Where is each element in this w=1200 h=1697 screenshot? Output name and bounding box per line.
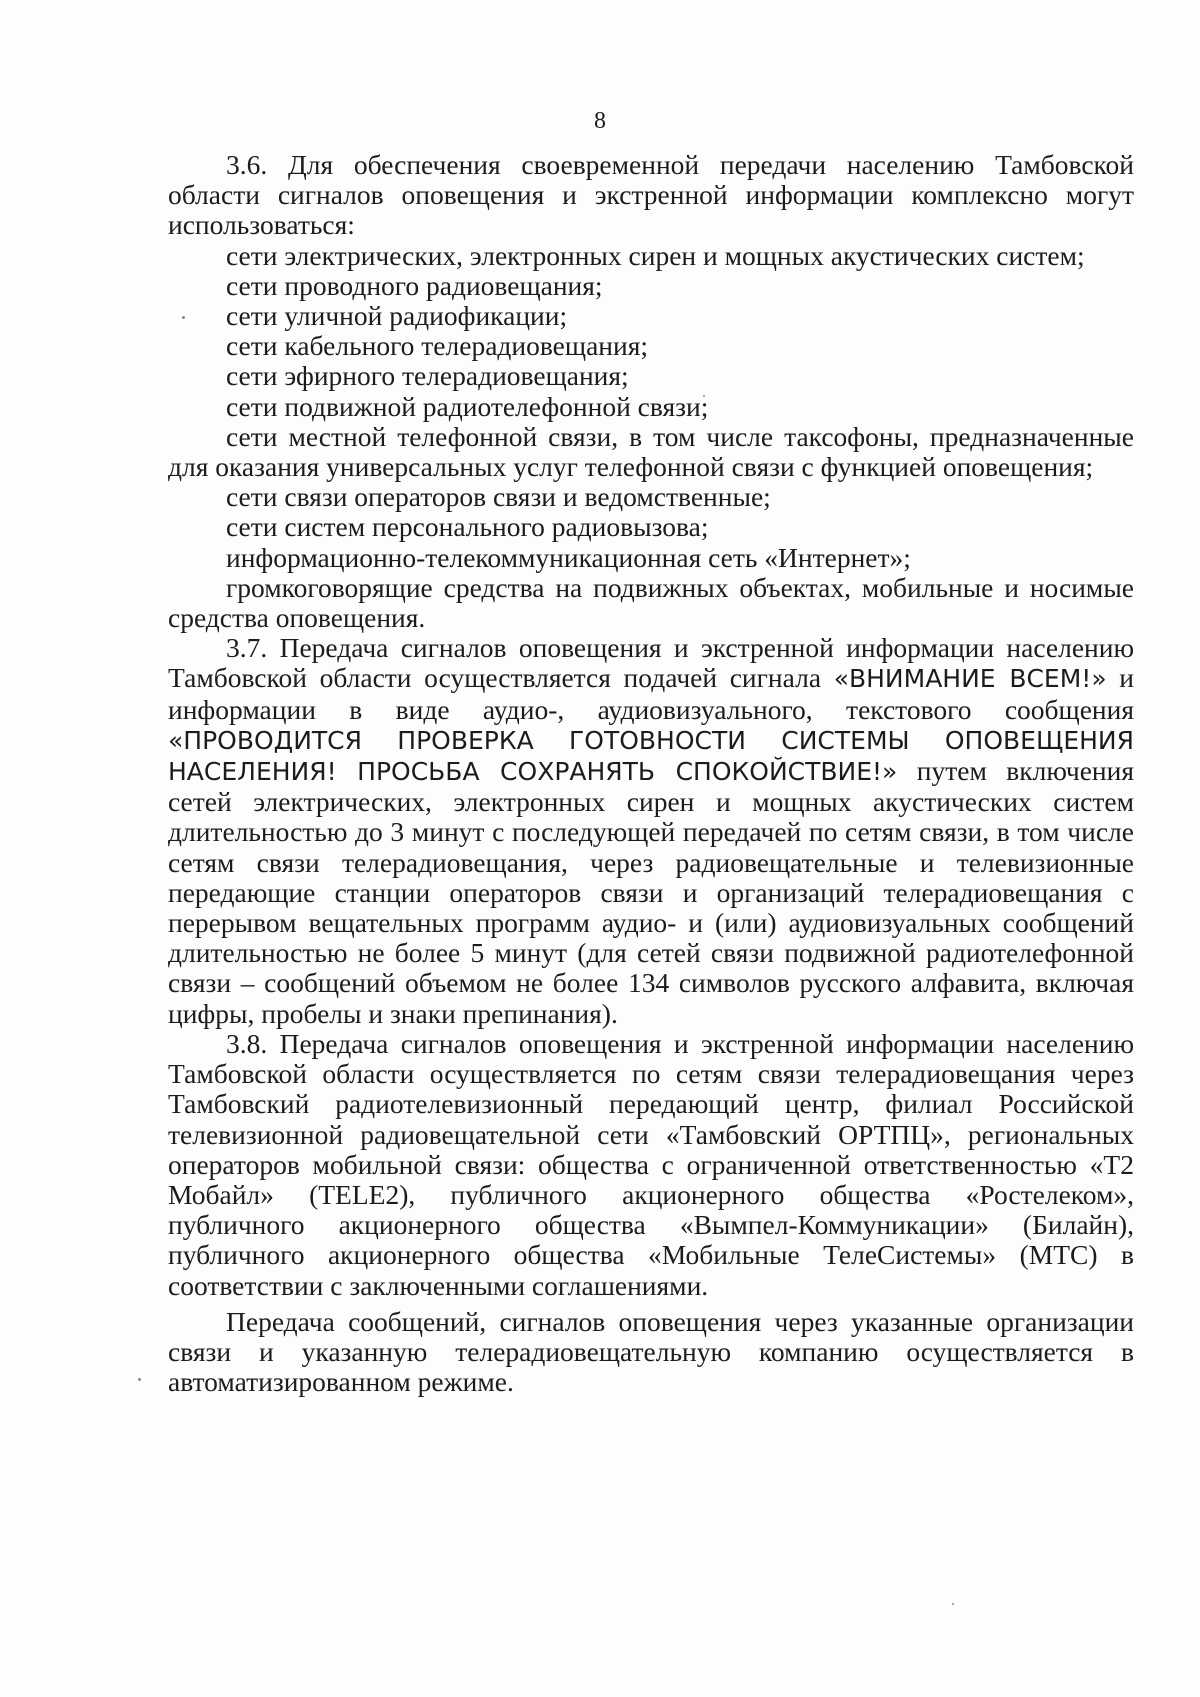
list-item: сети связи операторов связи и ведомственные;: [226, 481, 771, 513]
list-item: громкоговорящие средства на подвижных объектах, мобильные и носимые средства оповещения.: [168, 571, 1134, 634]
list-item: сети электрических, электронных сирен и мощных акустических систем;: [226, 239, 1085, 271]
paragraph-3-7-rest: путем включения сетей электрических, электронных сирен и мощных акустических систем длительностью до 3 минут с последующей передачей по сетям связи, в том числе сетям связи телерадиовещания, через радиовещательные и телевизионные передающие станции операторов связи и организаций телерадиовещания с перерывом вещательных программ аудио- и (или) аудиовизуальных сообщений длительностью не более 5 минут (для сетей связи подвижной радиотелефонной связи – сообщений объемом не более 134 символов русского алфавита, включая цифры, пробелы и знаки препинания).: [168, 755, 1134, 1029]
list-item: сети кабельного телерадиовещания;: [226, 330, 648, 362]
paragraph-final: Передача сообщений, сигналов оповещения через указанные организации связи и указанную телерадиовещательную компанию осуществляется в автоматизированном режиме.: [168, 1305, 1134, 1398]
document-body: [168, 150, 1134, 1397]
list-item: информационно-телекоммуникационная сеть «Интернет»;: [226, 541, 911, 573]
list-item: сети систем персонального радиовызова;: [226, 511, 709, 543]
paragraph-3-7-intro: 3.7. Передача сигналов оповещения и экстренной информации населению Тамбовской области осуществляется подачей сигнала: [168, 632, 1134, 694]
list-item: сети подвижной радиотелефонной связи;: [226, 390, 709, 422]
paragraph-3-7-middle: и информации в виде аудио-, аудиовизуального, текстового сообщения: [168, 662, 1134, 725]
list-item: сети проводного радиовещания;: [226, 269, 603, 301]
signal-name: «ВНИМАНИЕ ВСЕМ!»: [833, 664, 1107, 694]
scan-speck: [952, 1603, 954, 1605]
page-number: 8: [594, 108, 606, 134]
scan-speck: [138, 1378, 141, 1381]
list-item: сети местной телефонной связи, в том числе таксофоны, предназначенные для оказания универсальных услуг телефонной связи с функцией оповещения;: [168, 420, 1134, 483]
test-message: «ПРОВОДИТСЯ ПРОВЕРКА ГОТОВНОСТИ СИСТЕМЫ ОПОВЕЩЕНИЯ НАСЕЛЕНИЯ! ПРОСЬБА СОХРАНЯТЬ СПОКОЙСТВИЕ!»: [168, 725, 1134, 787]
list-item: сети уличной радиофикации;: [226, 300, 568, 332]
paragraph-3-6: 3.6. Для обеспечения своевременной передачи населению Тамбовской области сигналов оповещения и экстренной информации комплексно могут использоваться:: [168, 149, 1134, 241]
list-item: сети эфирного телерадиовещания;: [226, 360, 629, 392]
paragraph-3-8: 3.8. Передача сигналов оповещения и экстренной информации населению Тамбовской области осуществляется по сетям связи телерадиовещания через Тамбовский радиотелевизионный передающий центр, филиал Российской телевизионной радиовещательной сети «Тамбовский ОРТПЦ», региональных операторов мобильной связи: общества с ограниченной ответственностью «Т2 Мобайл» (TELE2), публичного акционерного общества «Ростелеком», публичного акционерного общества «Вымпел-Коммуникации» (Билайн), публичного акционерного общества «Мобильные ТелеСистемы» (МТС) в соответствии с заключенными соглашениями.: [168, 1027, 1134, 1301]
paragraph-3-7: [168, 633, 1134, 1029]
